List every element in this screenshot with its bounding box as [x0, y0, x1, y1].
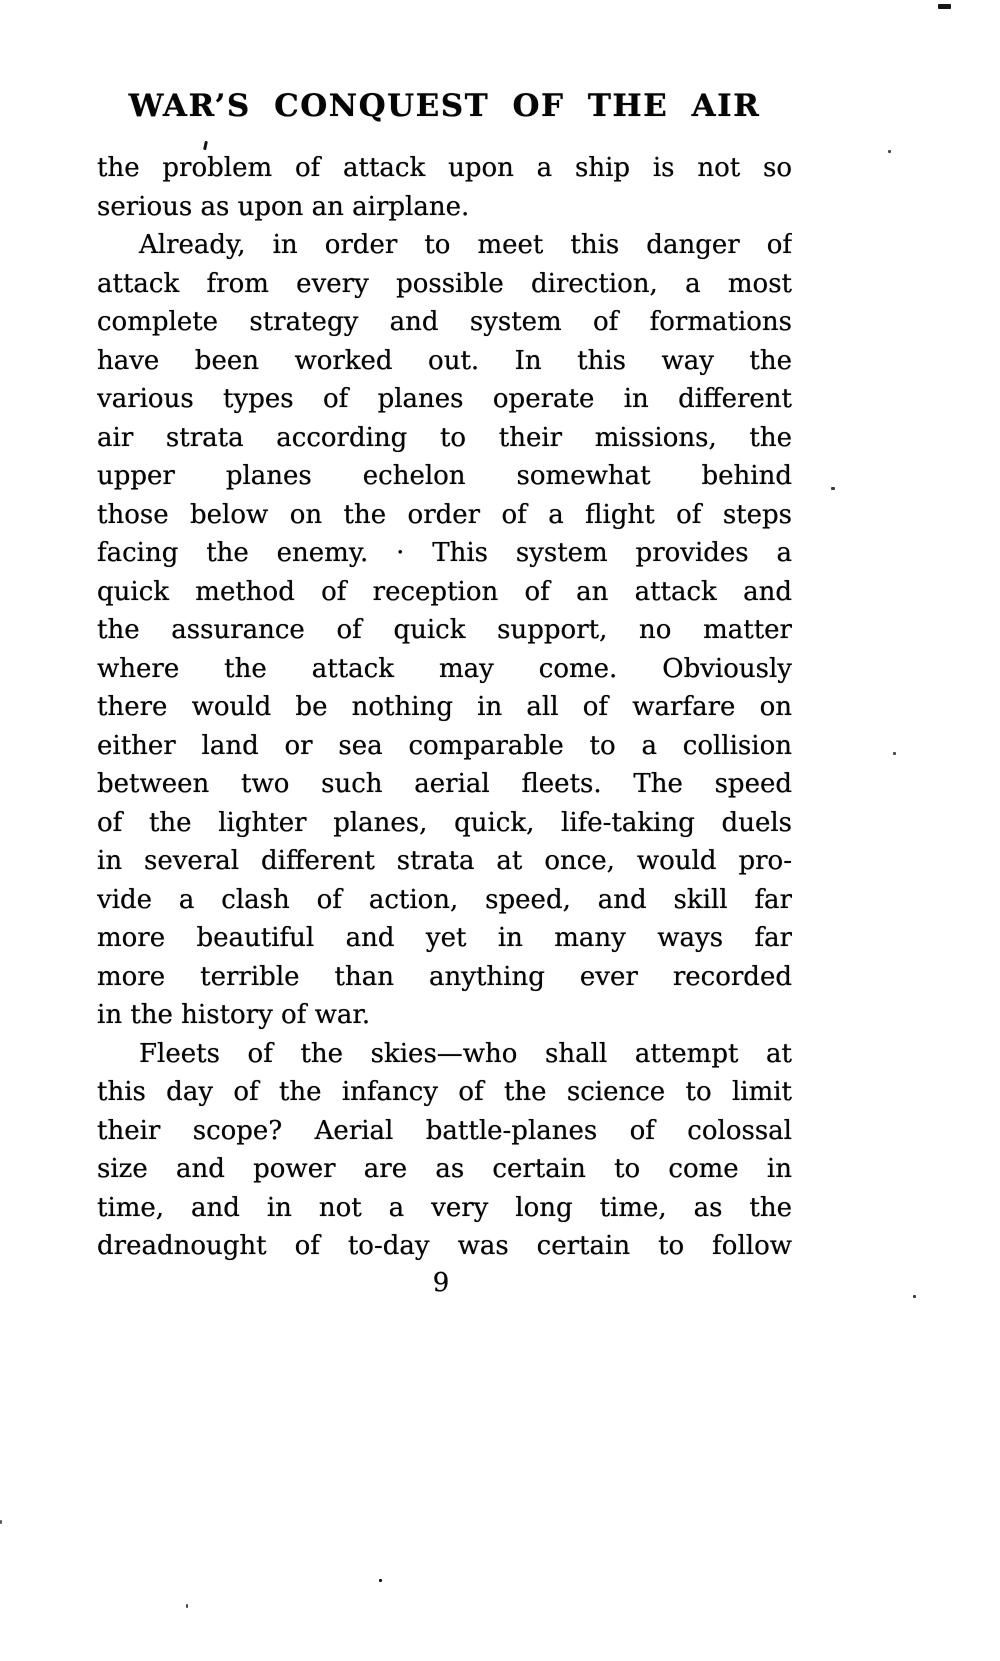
- text-line: in the history of war.: [97, 1000, 371, 1030]
- text-line: air strata according to their missions, the: [97, 422, 792, 453]
- text-line: size and power are as certain to come in: [97, 1154, 792, 1184]
- scan-speck: [831, 487, 835, 490]
- text-line: various types of planes operate in different: [97, 384, 792, 414]
- text-line: more terrible than anything ever recorded: [97, 961, 792, 992]
- scan-speck: [888, 150, 891, 153]
- scan-speck: [0, 1520, 2, 1524]
- scan-speck: [186, 1604, 188, 1608]
- scan-speck: [913, 1295, 916, 1298]
- text-line: either land or sea comparable to a collision: [97, 730, 792, 761]
- text-line: attack from every possible direction, a most: [97, 268, 792, 299]
- text-line: there would be nothing in all of warfare on: [97, 692, 792, 722]
- text-line: of the lighter planes, quick, life-taking duels: [97, 807, 792, 838]
- scan-speck: [893, 752, 896, 755]
- text-line: have been worked out. In this way the: [97, 345, 792, 376]
- scan-speck: [379, 1579, 382, 1582]
- text-line: upper planes echelon somewhat behind: [97, 461, 792, 491]
- text-line: quick method of reception of an attack and: [97, 576, 792, 607]
- text-line: this day of the infancy of the science to limit: [97, 1077, 792, 1107]
- text-line: their scope? Aerial battle-planes of colossal: [97, 1115, 792, 1146]
- text-line: vide a clash of action, speed, and skill far: [97, 884, 792, 915]
- text-line: those below on the order of a flight of steps: [97, 499, 792, 530]
- text-line: more beautiful and yet in many ways far: [97, 923, 792, 953]
- text-line: serious as upon an airplane.: [97, 191, 470, 222]
- body-text: [97, 149, 792, 1266]
- text-line: dreadnought of to-day was certain to follow: [97, 1231, 792, 1261]
- page-heading: WAR’S CONQUEST OF THE AIR: [128, 88, 761, 124]
- text-line: time, and in not a very long time, as the: [97, 1192, 792, 1223]
- text-line: Already, in order to meet this danger of: [139, 230, 792, 260]
- text-line: between two such aerial fleets. The speed: [97, 769, 792, 799]
- text-line: in several different strata at once, would pro-: [97, 846, 792, 876]
- text-line: facing the enemy. · This system provides a: [97, 538, 792, 568]
- text-line: the assurance of quick support, no matter: [97, 615, 792, 645]
- text-line: complete strategy and system of formations: [97, 307, 792, 337]
- text-line: the problem of attack upon a ship is not so: [97, 153, 792, 183]
- text-line: where the attack may come. Obviously: [97, 653, 792, 684]
- page-number: 9: [432, 1268, 450, 1298]
- text-line: Fleets of the skies—who shall attempt at: [139, 1038, 792, 1069]
- scan-speck: [938, 4, 951, 9]
